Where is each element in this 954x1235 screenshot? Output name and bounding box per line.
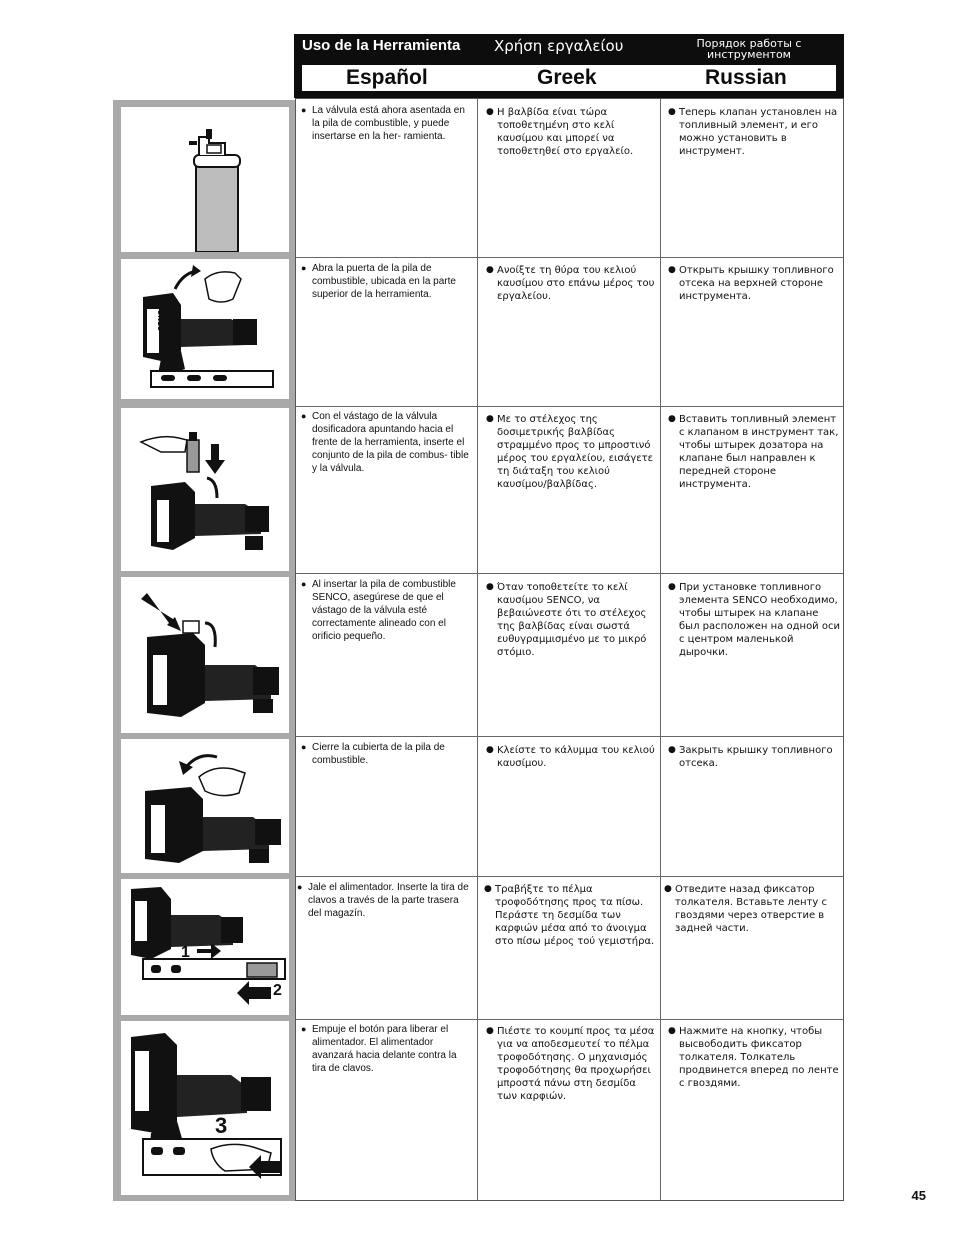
row6-spanish: ● Jale el alimentador. Inserte la tira de clavos a través de la parte trasera del magazín. [297, 882, 469, 919]
illustration-release-feeder [121, 1021, 289, 1195]
greek-section-title: Χρήση εργαλείου [494, 37, 624, 55]
row1-russian: ● Теперь клапан установлен на топливный элемент, и его можно установить в инструмент. [668, 107, 838, 157]
language-greek: Greek [537, 66, 597, 89]
row7-russian: ● Нажмите на кнопку, чтобы высвободить фиксатор толкателя. Толкатель продвинется вперед по ленте с гвоздями. [668, 1026, 839, 1089]
spanish-section-title: Uso de la Herramienta [302, 37, 461, 54]
brand-label: SENCO [157, 304, 165, 331]
illustration-open-door [121, 259, 289, 399]
row5-russian: ● Закрыть крышку топливного отсека. [668, 745, 833, 769]
row4-russian: ● При установке топливного элемента SENCO необходимо, чтобы штырек на клапане был расположен на одной оси с центром маленькой дырочки. [668, 582, 840, 658]
row2-spanish: ● Abra la puerta de la pila de combustible, ubicada en la parte superior de la herramienta. [301, 263, 456, 300]
row6-greek: ● Τραβήξτε το πέλμα τροφοδότησης προς τα πίσω. Περάστε τη δεσμίδα των καρφιών μέσα από το άνοιγμα στο πίσω μέρος τού γεμιστήρα. [484, 884, 655, 947]
row4-spanish: ● Al insertar la pila de combustible SENCO, asegúrese de que el vástago de la válvula esté correctamente alineado con el orificio pequeño. [301, 579, 456, 642]
header-bar [294, 34, 844, 98]
illustration-insert-fuel-cell [121, 408, 289, 571]
callout-3: 3 [215, 1113, 228, 1138]
row6-russian: ● Отведите назад фиксатор толкателя. Вставьте ленту с гвоздями через отверстие в задней части. [664, 884, 828, 934]
illustration-fuel-cell-valve [121, 107, 289, 252]
row3-russian: ● Вставить топливный элемент с клапаном в инструмент так, чтобы штырек дозатора на клапане был направлен к передней стороне инструмента. [668, 414, 839, 490]
russian-section-title: Порядок работы с инструментом [696, 37, 802, 61]
row1-spanish: ● La válvula está ahora asentada en la pila de combustible, y puede insertarse en la her- ramienta. [301, 105, 465, 142]
illustration-column [113, 100, 295, 1201]
row4-greek: ● Όταν τοποθετείτε το κελί καυσίμου SENCO, να βεβαιώνεστε ότι το στέλεχος της βαλβίδας είναι σωστά ευθυγραμμισμένο με το μικρό στόμιο. [486, 582, 647, 658]
row3-spanish: ● Con el vástago de la válvula dosificadora apuntando hacia el frente de la herramienta, inserte el conjunto de la pila de combus- tible y la válvula. [301, 411, 469, 474]
language-spanish: Español [346, 66, 428, 89]
illustration-align-valve [121, 577, 289, 733]
row3-greek: ● Με το στέλεχος της δοσιμετρικής βαλβίδας στραμμένο προς το μπροστινό μέρος του εργαλείου, εισάγετε τη διάταξη του κελιού καυσίμου/βαλβίδας. [486, 414, 654, 490]
callout-1: 1 [181, 944, 190, 961]
row7-spanish: ● Empuje el botón para liberar el alimentador. El alimentador avanzará hacia delante contra la tira de clavos. [301, 1024, 457, 1074]
page-number: 45 [911, 1188, 926, 1203]
callout-2: 2 [273, 982, 282, 999]
row5-greek: ● Κλείστε το κάλυμμα του κελιού καυσίμου. [486, 745, 655, 769]
row2-russian: ● Открыть крышку топливного отсека на верхней стороне инструмента. [668, 265, 834, 302]
row1-greek: ● Η βαλβίδα είναι τώρα τοποθετημένη στο κελί καυσίμου και μπορεί να τοποθετηθεί στο εργαλείο. [486, 107, 634, 157]
row2-greek: ● Ανοίξτε τη θύρα του κελιού καυσίμου στο επάνω μέρος του εργαλείου. [486, 265, 655, 302]
instruction-table [295, 98, 844, 1201]
row5-spanish: ● Cierre la cubierta de la pila de combustible. [301, 742, 445, 766]
row7-greek: ● Πιέστε το κουμπί προς τα μέσα για να αποδεσμευτεί το πέλμα τροφοδότησης. Ο μηχανισμός τροφοδότησης θα προχωρήσει μπροστά πάνω στη δεσμίδα των καρφιών. [486, 1026, 655, 1102]
language-russian: Russian [705, 66, 787, 89]
illustration-pull-feeder [121, 879, 289, 1015]
illustration-close-cover [121, 739, 289, 873]
